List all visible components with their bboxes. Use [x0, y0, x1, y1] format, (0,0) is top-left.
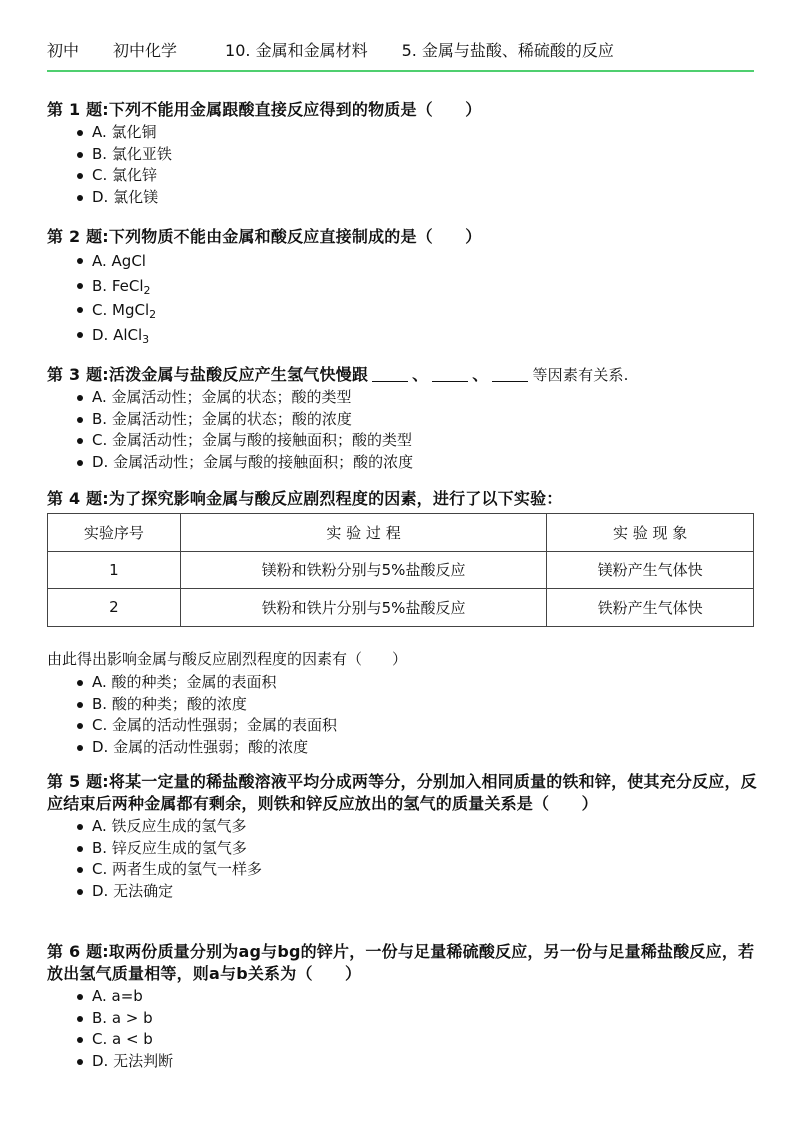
question-text: 取两份质量分别为ag与bg的锌片，一份与足量稀硫酸反应，另一份与足量稀盐酸反应，若放出氢气质量相等，则a与b关系为（ ） [47, 942, 755, 983]
answer-blank[interactable] [492, 368, 528, 382]
question-title [47, 488, 757, 510]
answer-blank[interactable] [432, 368, 468, 382]
question-text: 下列物质不能由金属和酸反应直接制成的是（ ） [108, 227, 482, 246]
option-d[interactable]: D. 无法确定 [47, 881, 757, 903]
option-list [47, 672, 757, 758]
option-d[interactable]: D. 氯化镁 [47, 187, 757, 209]
option-list [47, 249, 757, 347]
table-cell: 1 [48, 551, 181, 589]
table-header-cell: 实验序号 [48, 514, 181, 552]
breadcrumb [47, 38, 614, 64]
option-c[interactable]: C. 氯化锌 [47, 165, 757, 187]
question-3 [47, 364, 757, 473]
table-cell: 铁粉和铁片分别与5%盐酸反应 [180, 589, 546, 627]
option-a[interactable]: A. 铁反应生成的氢气多 [47, 816, 757, 838]
option-text: D. AlCl [92, 325, 143, 344]
question-1 [47, 99, 757, 208]
question-2 [47, 226, 757, 347]
option-d[interactable] [47, 323, 757, 348]
question-text: 活泼金属与盐酸反应产生氢气快慢跟 [108, 365, 369, 384]
option-c[interactable]: C. 金属的活动性强弱；金属的表面积 [47, 715, 757, 737]
question-4-continued [47, 647, 757, 758]
question-number: 第 4 题: [47, 489, 109, 508]
question-followup-text: 由此得出影响金属与酸反应剧烈程度的因素有（ ） [47, 650, 408, 668]
question-number: 第 1 题: [47, 100, 109, 119]
option-c[interactable]: C. 两者生成的氢气一样多 [47, 859, 757, 881]
option-list [47, 816, 757, 902]
question-6 [47, 941, 757, 1072]
option-c[interactable] [47, 298, 757, 323]
option-subscript: 3 [142, 332, 150, 346]
table-row [48, 589, 754, 627]
option-a[interactable]: A. a=b [47, 986, 757, 1008]
option-b[interactable]: B. 酸的种类；酸的浓度 [47, 694, 757, 716]
table-row [48, 551, 754, 589]
question-number: 第 3 题: [47, 365, 109, 384]
table-cell: 镁粉和铁粉分别与5%盐酸反应 [180, 551, 546, 589]
option-b[interactable]: B. 锌反应生成的氢气多 [47, 838, 757, 860]
answer-blank[interactable] [372, 368, 408, 382]
option-d[interactable]: D. 金属活动性；金属与酸的接触面积；酸的浓度 [47, 452, 757, 474]
option-subscript: 2 [149, 308, 157, 321]
option-text: B. FeCl [92, 276, 144, 295]
option-a[interactable] [47, 249, 757, 274]
option-d[interactable]: D. 无法判断 [47, 1051, 757, 1073]
option-list [47, 986, 757, 1072]
table-cell: 镁粉产生气体快 [547, 551, 754, 589]
question-4 [47, 488, 757, 510]
table-cell: 铁粉产生气体快 [547, 589, 754, 627]
question-text: 下列不能用金属跟酸直接反应得到的物质是（ ） [108, 100, 482, 119]
separator: 、 [412, 365, 429, 384]
table-header-cell: 实 验 过 程 [180, 514, 546, 552]
question-5 [47, 771, 757, 902]
question-text: 为了探究影响金属与酸反应剧烈程度的因素，进行了以下实验： [108, 489, 563, 508]
question-title [47, 226, 757, 248]
question-title [47, 364, 757, 386]
question-text: 将某一定量的稀盐酸溶液平均分成两等分，分别加入相同质量的铁和锌，使其充分反应，反应结束后两种金属都有剩余，则铁和锌反应放出的氢气的质量关系是（ ） [47, 772, 757, 813]
option-list [47, 122, 757, 208]
question-title [47, 99, 757, 121]
question-number: 第 5 题: [47, 772, 109, 791]
header-divider [47, 70, 754, 72]
breadcrumb-item-subject[interactable]: 初中化学 [113, 41, 178, 60]
question-text-tail: 等因素有关系. [532, 366, 629, 384]
option-a[interactable]: A. 氯化铜 [47, 122, 757, 144]
option-b[interactable] [47, 274, 757, 299]
option-list [47, 387, 757, 473]
question-title [47, 941, 757, 985]
question-number: 第 2 题: [47, 227, 109, 246]
separator: 、 [472, 365, 489, 384]
breadcrumb-item-section[interactable]: 5. 金属与盐酸、稀硫酸的反应 [401, 41, 614, 60]
option-c[interactable]: C. 金属活动性；金属与酸的接触面积；酸的类型 [47, 430, 757, 452]
breadcrumb-item-chapter[interactable]: 10. 金属和金属材料 [225, 41, 368, 60]
question-number: 第 6 题: [47, 942, 109, 961]
experiment-table [47, 513, 754, 627]
option-d[interactable]: D. 金属的活动性强弱；酸的浓度 [47, 737, 757, 759]
table-header-cell: 实 验 现 象 [547, 514, 754, 552]
table-cell: 2 [48, 589, 181, 627]
option-a[interactable]: A. 金属活动性；金属的状态；酸的类型 [47, 387, 757, 409]
option-b[interactable]: B. a > b [47, 1008, 757, 1030]
option-text: C. MgCl [92, 301, 150, 319]
option-b[interactable]: B. 氯化亚铁 [47, 144, 757, 166]
option-b[interactable]: B. 金属活动性；金属的状态；酸的浓度 [47, 409, 757, 431]
question-title [47, 771, 757, 815]
table-header-row [48, 514, 754, 552]
option-c[interactable]: C. a < b [47, 1029, 757, 1051]
option-text: A. AgCl [92, 252, 146, 270]
option-subscript: 2 [143, 283, 151, 297]
breadcrumb-item-level[interactable]: 初中 [47, 41, 80, 60]
option-a[interactable]: A. 酸的种类；金属的表面积 [47, 672, 757, 694]
